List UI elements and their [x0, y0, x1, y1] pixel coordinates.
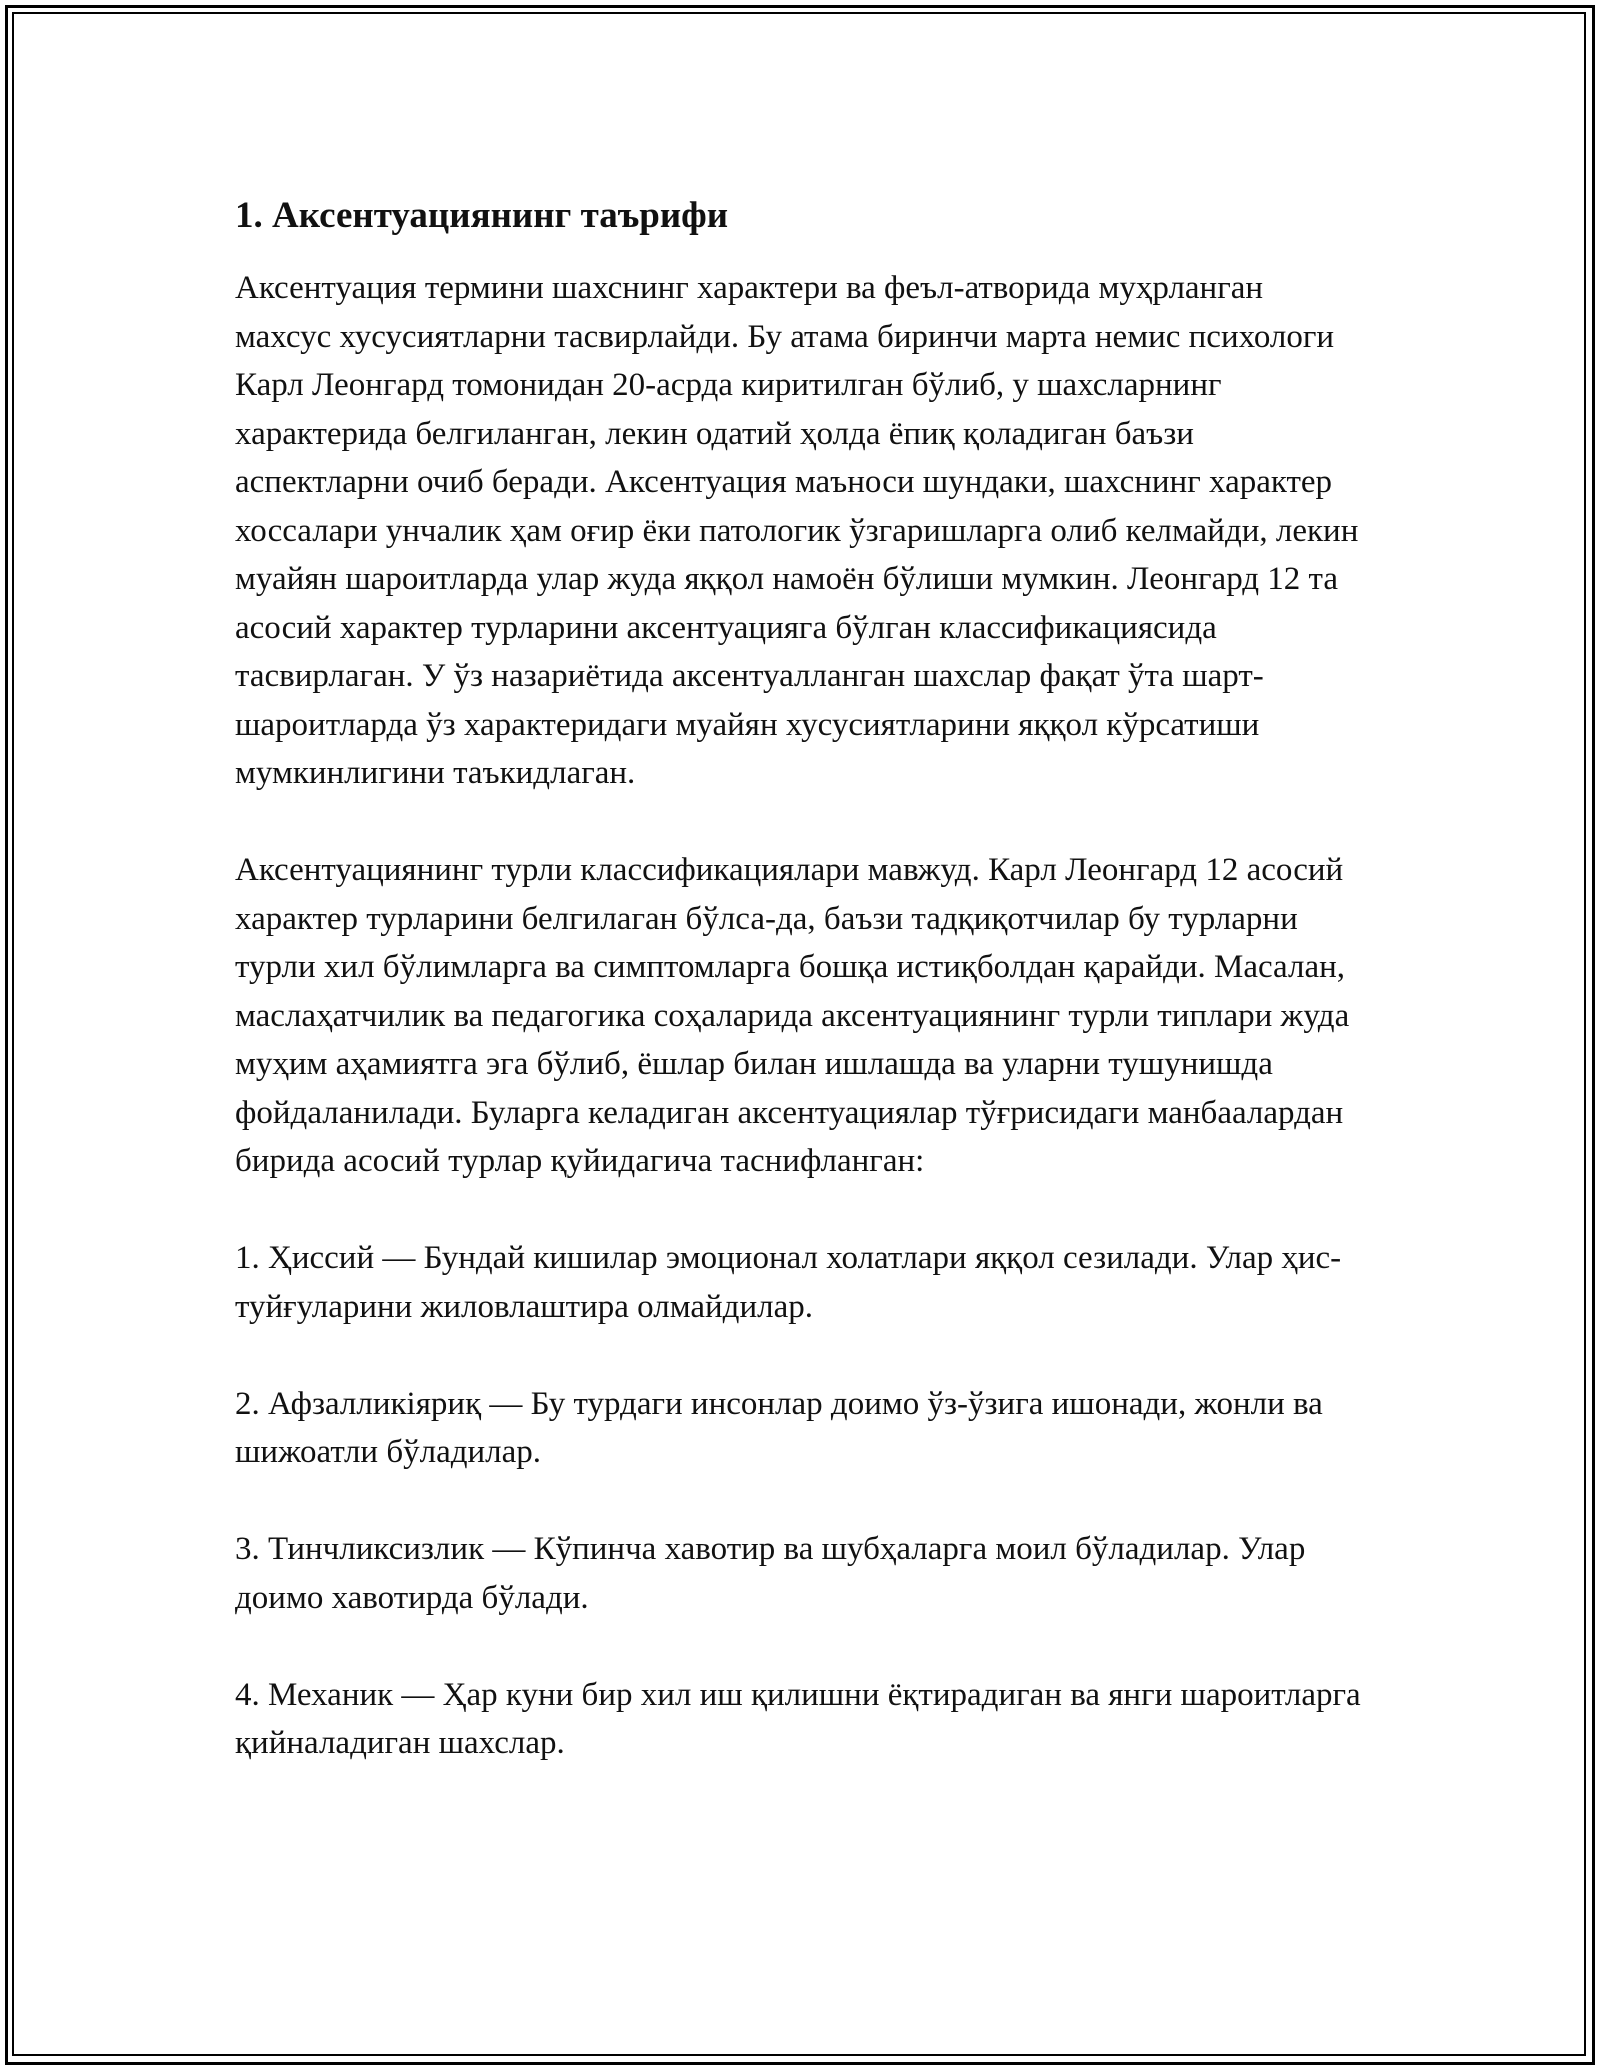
list-item-mechanical: 4. Механик — Ҳар куни бир хил иш қилишни ёқтирадиган ва янги шароитларга қийналадиган шахслар. — [235, 1676, 1361, 1761]
list-item-anxious: 3. Тинчликсизлик — Кўпинча хавотир ва шубҳаларга моил бўладилар. Улар доимо хавотирда бўлади. — [235, 1531, 1306, 1616]
list-item-emotional: 1. Ҳиссий — Бундай кишилар эмоционал холатлари яққол сезилади. Улар ҳис-туйғуларини жиловлаштира олмайдилар. — [235, 1240, 1342, 1325]
paragraph-classification: Аксентуациянинг турли классификациялари мавжуд. Карл Леонгард 12 асосий характер турларини белгилаган бўлса-да, баъзи тадқиқотчилар бу турларни турли хил бўлимларга ва симптомларга бошқа истиқболдан қарайди. Масалан, маслаҳатчилик ва педагогика соҳаларида аксентуациянинг турли типлари жуда муҳим аҳамиятга эга бўлиб, ёшлар билан ишлашда ва уларни тушунишда фойдаланилади. Буларга келадиган аксентуациялар тўғрисидаги манбаалардан бирида асосий турлар қуйидагича таснифланган: — [235, 852, 1350, 1179]
document-body — [235, 188, 1365, 1768]
section-heading: 1. Аксентуациянинг таърифи — [235, 195, 729, 236]
list-item-confident: 2. Афзалликіяриқ — Бу турдаги инсонлар доимо ўз-ўзига ишонади, жонли ва шижоатли бўладилар. — [235, 1385, 1323, 1470]
paragraph-definition: Аксентуация термини шахснинг характери ва феъл-атворида муҳрланган махсус хусусиятларни тасвирлайди. Бу атама биринчи марта немис психологи Карл Леонгард томонидан 20-асрда киритилган бўлиб, у шахсларнинг характерида белгиланган, лекин одатий ҳолда ёпиқ қоладиган баъзи аспектларни очиб беради. Аксентуация маъноси шундаки, шахснинг характер хоссалари унчалик ҳам оғир ёки патологик ўзгаришларга олиб келмайди, лекин муайян шароитларда улар жуда яққол намоён бўлиши мумкин. Леонгард 12 та асосий характер турларини аксентуацияга бўлган классификациясида тасвирлаган. У ўз назариётида аксентуалланган шахслар фақат ўта шарт-шароитларда ўз характеридаги муайян хусусиятларини яққол кўрсатиши мумкинлигини таъкидлаган. — [235, 270, 1359, 791]
